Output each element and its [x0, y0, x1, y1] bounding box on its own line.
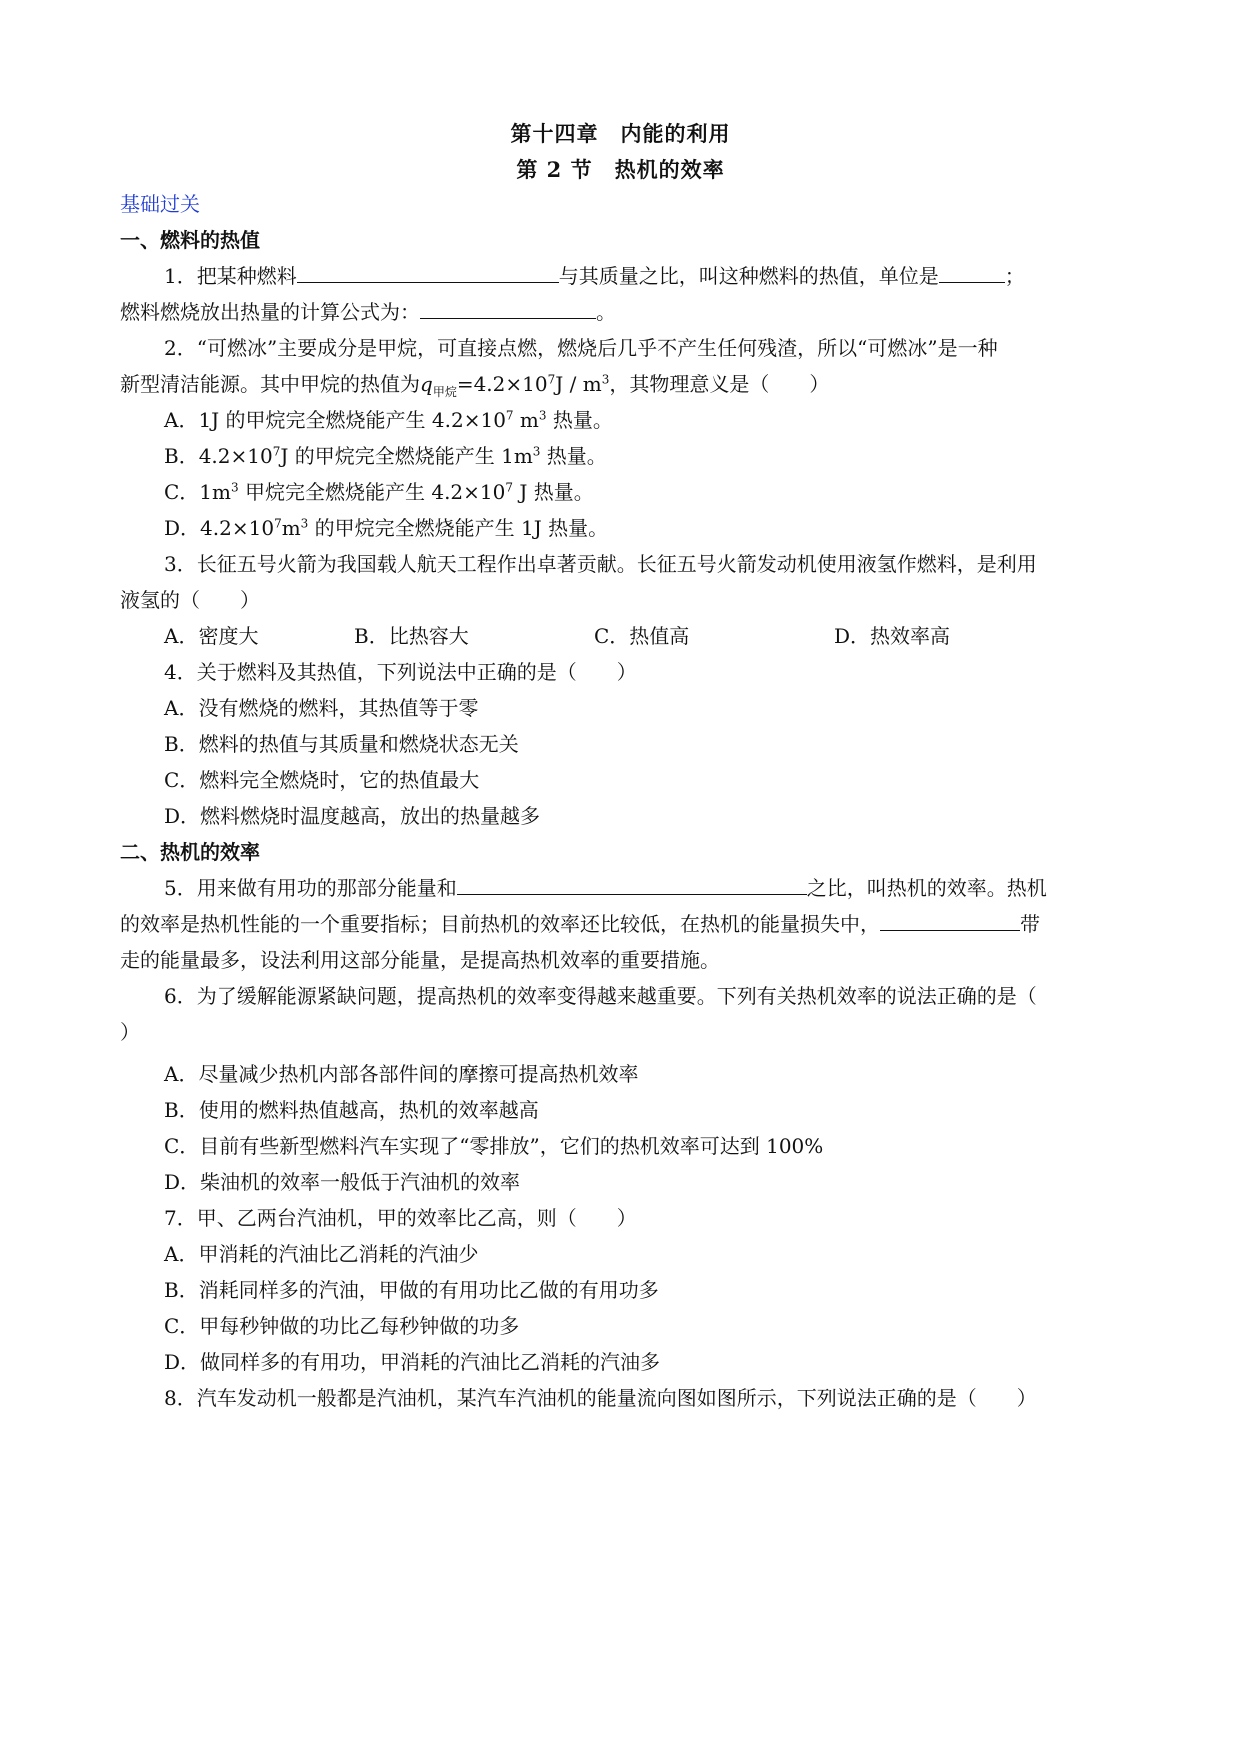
q2-stem-line2: 新型清洁能源。其中甲烷的热值为$q_{甲烷}=4.2\times 10^7J / m^3$，其物理意义是（ ） [120, 372, 830, 399]
q5-blank-total-energy[interactable] [457, 874, 807, 895]
part2-heading: 二、热机的效率 [120, 840, 260, 864]
q4-option-c[interactable]: C．燃料完全燃烧时，它的热值最大 [164, 768, 480, 792]
q8-stem: 8．汽车发动机一般都是汽油机，某汽车汽油机的能量流向图如图所示，下列说法正确的是（ ） [164, 1386, 1037, 1410]
q1-blank-formula[interactable] [420, 298, 596, 319]
q6-option-b[interactable]: B．使用的燃料热值越高，热机的效率越高 [164, 1098, 539, 1122]
q5-line3: 走的能量最多，设法利用这部分能量，是提高热机效率的重要措施。 [120, 948, 720, 972]
q5-line2: 的效率是热机性能的一个重要指标；目前热机的效率还比较低，在热机的能量损失中， 带 [120, 912, 1040, 936]
q7-stem: 7．甲、乙两台汽油机，甲的效率比乙高，则（ ） [164, 1206, 637, 1230]
q5-line1: 5．用来做有用功的那部分能量和 之比，叫热机的效率。热机 [164, 876, 1047, 900]
q4-option-b[interactable]: B．燃料的热值与其质量和燃烧状态无关 [164, 732, 519, 756]
q2-stem-line1: 2．“可燃冰”主要成分是甲烷，可直接点燃，燃烧后几乎不产生任何残渣，所以“可燃冰”是一种 [164, 336, 998, 360]
q4-option-d[interactable]: D．燃料燃烧时温度越高，放出的热量越多 [164, 804, 541, 828]
q6-option-c[interactable]: C．目前有些新型燃料汽车实现了“零排放”，它们的热机效率可达到 100% [164, 1134, 824, 1158]
q1-blank-definition[interactable] [297, 262, 559, 283]
q6-option-a[interactable]: A．尽量减少热机内部各部件间的摩擦可提高热机效率 [164, 1062, 639, 1086]
q4-option-a[interactable]: A．没有燃烧的燃料，其热值等于零 [164, 696, 479, 720]
q4-stem: 4．关于燃料及其热值，下列说法中正确的是（ ） [164, 660, 637, 684]
q3-stem-line2: 液氢的（ ） [120, 588, 260, 612]
basic-label: 基础过关 [120, 192, 200, 216]
q1-line1: 1．把某种燃料 与其质量之比，叫这种燃料的热值，单位是 ； [164, 264, 1025, 288]
q6-option-d[interactable]: D．柴油机的效率一般低于汽油机的效率 [164, 1170, 521, 1194]
q2-option-a[interactable]: A．1J 的甲烷完全燃烧能产生 $4.2\times 10^7$ $m^3$ 热量。 [164, 408, 613, 432]
q2-option-b[interactable]: B．$4.2\times 10^7J$ 的甲烷完全燃烧能产生 $1m^3$ 热量。 [164, 444, 607, 468]
q2-option-c[interactable]: C．$1m^3$ 甲烷完全燃烧能产生 $4.2\times 10^7$ J 热量。 [164, 480, 594, 504]
q3-option-c[interactable]: C．热值高 [594, 624, 690, 648]
q6-stem-line2: ） [120, 1020, 140, 1044]
q3-option-d[interactable]: D．热效率高 [834, 624, 951, 648]
q3-option-a[interactable]: A．密度大 [164, 624, 259, 648]
q2-option-d[interactable]: D．$4.2\times 10^7m^3$ 的甲烷完全燃烧能产生 1J 热量。 [164, 516, 609, 540]
q3-stem-line1: 3．长征五号火箭为我国载人航天工程作出卓著贡献。长征五号火箭发动机使用液氢作燃料，是利用 [164, 552, 1037, 576]
q3-options [164, 622, 1164, 650]
q3-option-b[interactable]: B．比热容大 [354, 624, 469, 648]
q1-blank-unit[interactable] [939, 262, 1005, 283]
part1-heading: 一、燃料的热值 [120, 228, 260, 252]
q7-option-a[interactable]: A．甲消耗的汽油比乙消耗的汽油少 [164, 1242, 479, 1266]
q7-option-d[interactable]: D．做同样多的有用功，甲消耗的汽油比乙消耗的汽油多 [164, 1350, 661, 1374]
chapter-title: 第十四章 内能的利用 [510, 121, 731, 146]
q6-stem-line1: 6．为了缓解能源紧缺问题，提高热机的效率变得越来越重要。下列有关热机效率的说法正确的是（ [164, 984, 1037, 1008]
section-title: 第 2 节 热机的效率 [516, 157, 725, 182]
q7-option-c[interactable]: C．甲每秒钟做的功比乙每秒钟做的功多 [164, 1314, 520, 1338]
q1-line2: 燃料燃烧放出热量的计算公式为： 。 [120, 300, 616, 324]
q5-blank-loss[interactable] [880, 910, 1020, 931]
q7-option-b[interactable]: B．消耗同样多的汽油，甲做的有用功比乙做的有用功多 [164, 1278, 659, 1302]
